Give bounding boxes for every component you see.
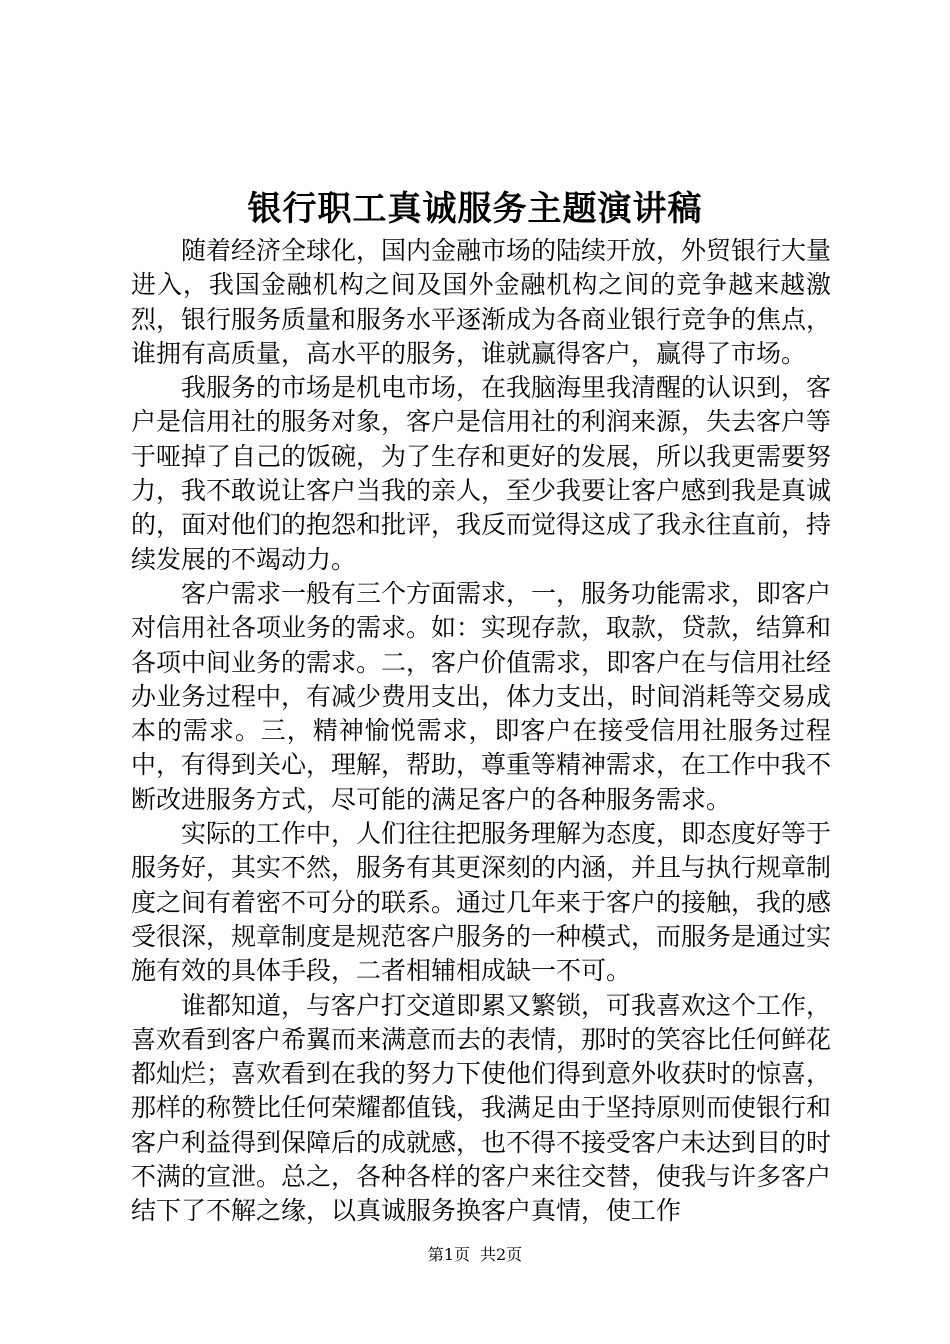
page-number-total: 共2页 [480, 1245, 523, 1264]
paragraph: 实际的工作中，人们往往把服务理解为态度，即态度好等于服务好，其实不然，服务有其更深刻的内涵，并且与执行规章制度之间有着密不可分的联系。通过几年来于客户的接触，我的感受很深，规章制度是规范客户服务的一种模式，而服务是通过实施有效的具体手段，二者相辅相成缺一不可。 [131, 819, 832, 986]
document-body [131, 234, 831, 1229]
page-footer [0, 1244, 950, 1266]
paragraph: 随着经济全球化，国内金融市场的陆续开放，外贸银行大量进入，我国金融机构之间及国外金融机构之间的竞争越来越激烈，银行服务质量和服务水平逐渐成为各商业银行竞争的焦点，谁拥有高质量，高水平的服务，谁就赢得客户，赢得了市场。 [131, 236, 832, 368]
page-number-current: 第1页 [427, 1245, 470, 1264]
paragraph: 谁都知道，与客户打交道即累又繁锁，可我喜欢这个工作，喜欢看到客户希翼而来满意而去的表情，那时的笑容比任何鲜花都灿烂；喜欢看到在我的努力下使他们得到意外收获时的惊喜，那样的称赞比任何荣耀都值钱，我满足由于坚持原则而使银行和客户利益得到保障后的成就感，也不得不接受客户未达到目的时不满的宣泄。总之，各种各样的客户来往交替，使我与许多客户结下了不解之缘，以真诚服务换客户真情，使工作 [131, 990, 832, 1226]
paragraph: 我服务的市场是机电市场，在我脑海里我清醒的认识到，客户是信用社的服务对象，客户是信用社的利润来源，失去客户等于哑掉了自己的饭碗，为了生存和更好的发展，所以我更需要努力，我不敢说让客户当我的亲人，至少我要让客户感到我是真诚的，面对他们的抱怨和批评，我反而觉得这成了我永往直前，持续发展的不竭动力。 [131, 373, 832, 574]
paragraph: 客户需求一般有三个方面需求，一，服务功能需求，即客户对信用社各项业务的需求。如：实现存款，取款，贷款，结算和各项中间业务的需求。二，客户价值需求，即客户在与信用社经办业务过程中，有减少费用支出，体力支出，时间消耗等交易成本的需求。三，精神愉悦需求，即客户在接受信用社服务过程中，有得到关心，理解，帮助，尊重等精神需求，在工作中我不断改进服务方式，尽可能的满足客户的各种服务需求。 [131, 578, 832, 814]
document-title: 银行职工真诚服务主题演讲稿 [247, 189, 703, 229]
